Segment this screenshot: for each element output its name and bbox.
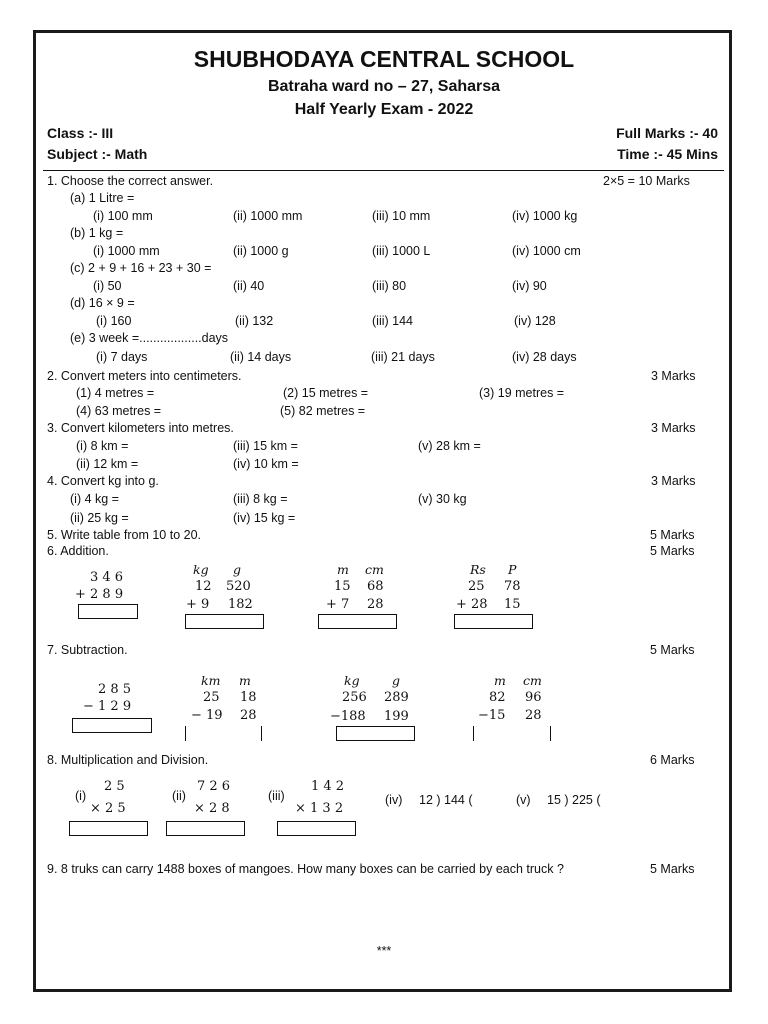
- q7-p2-r1a: 25: [203, 690, 220, 705]
- q6-p3-answer-box[interactable]: [318, 614, 397, 629]
- q1a-option-1: (i) 100 mm: [93, 209, 153, 223]
- q7-p1-answer-box[interactable]: [72, 718, 152, 733]
- q1d-option-3: (iii) 144: [372, 314, 413, 328]
- q1d-option-2: (ii) 132: [235, 314, 274, 328]
- q7-p2-answer-left: [185, 726, 186, 741]
- q8-i-label: (i): [75, 789, 87, 803]
- q6-p2-unit-1: kg: [193, 562, 209, 577]
- q6-p3-r2b: 28: [367, 597, 384, 612]
- school-address: Batraha ward no – 27, Saharsa: [267, 78, 501, 95]
- q4-item-1: (i) 4 kg =: [70, 492, 119, 506]
- q2-item-3: (3) 19 metres =: [479, 386, 565, 400]
- q6-p2-r1a: 12: [195, 579, 212, 594]
- q2-item-1: (1) 4 metres =: [76, 386, 155, 400]
- page-end-marker: ***: [376, 944, 392, 958]
- q8-marks: 6 Marks: [650, 753, 695, 767]
- q7-p2-r2a: − 19: [191, 708, 223, 723]
- q6-p1-answer-box[interactable]: [78, 604, 138, 619]
- q8-ii-answer-box[interactable]: [166, 821, 245, 836]
- q8-i-top: 2 5: [104, 779, 125, 794]
- q7-p3-r1b: 289: [384, 690, 409, 705]
- q7-p3-answer-box[interactable]: [336, 726, 415, 741]
- q1c-option-2: (ii) 40: [233, 279, 265, 293]
- q7-p1-top: 2 8 5: [98, 682, 132, 697]
- q6-p3-r1b: 68: [367, 579, 384, 594]
- q3-item-5: (v) 28 km =: [418, 439, 481, 453]
- q8-i-bottom: × 2 5: [90, 801, 126, 816]
- q6-p3-unit-1: m: [337, 562, 349, 577]
- q7-p2-r2b: 28: [240, 708, 257, 723]
- q4-item-3: (iii) 8 kg =: [233, 492, 288, 506]
- q1b-option-2: (ii) 1000 g: [233, 244, 289, 258]
- q8-iii-top: 1 4 2: [311, 779, 345, 794]
- q6-p4-unit-1: Rs: [470, 562, 486, 577]
- q6-p1-bottom: + 2 8 9: [75, 587, 124, 602]
- q6-p3-r2a: + 7: [326, 597, 350, 612]
- time-limit: Time :- 45 Mins: [617, 146, 718, 162]
- q1e-option-4: (iv) 28 days: [512, 350, 577, 364]
- q8-iii-bottom: × 1 3 2: [295, 801, 344, 816]
- q7-p4-r2b: 28: [525, 708, 542, 723]
- q7-title: 7. Subtraction.: [47, 643, 128, 657]
- class-label: Class :- III: [47, 125, 114, 141]
- q1c-option-3: (iii) 80: [372, 279, 407, 293]
- q8-iv-label: (iv): [385, 793, 403, 807]
- q1b-option-3: (iii) 1000 L: [372, 244, 431, 258]
- q2-item-5: (5) 82 metres =: [280, 404, 366, 418]
- q1d-option-1: (i) 160: [96, 314, 132, 328]
- q1a-option-2: (ii) 1000 mm: [233, 209, 303, 223]
- q7-p3-r2a: −188: [330, 709, 366, 724]
- q6-p4-answer-box[interactable]: [454, 614, 533, 629]
- q1e-question: (e) 3 week =..................days: [70, 331, 229, 345]
- q1c-option-1: (i) 50: [93, 279, 122, 293]
- q9-title: 9. 8 truks can carry 1488 boxes of mangoes. How many boxes can be carried by each truck ?: [47, 862, 564, 876]
- q1c-question: (c) 2 + 9 + 16 + 23 + 30 =: [70, 261, 212, 275]
- q7-p2-answer-right: [261, 726, 262, 741]
- full-marks: Full Marks :- 40: [616, 125, 718, 141]
- q3-marks: 3 Marks: [651, 421, 696, 435]
- q7-p2-unit-2: m: [239, 673, 251, 688]
- q6-p3-r1a: 15: [334, 579, 351, 594]
- q1-marks: 2×5 = 10 Marks: [603, 174, 690, 188]
- q7-p1-bottom: − 1 2 9: [83, 699, 132, 714]
- q6-p3-unit-2: cm: [365, 562, 384, 577]
- q7-p2-unit-1: km: [201, 673, 221, 688]
- q7-p4-unit-1: m: [494, 673, 506, 688]
- q8-iii-label: (iii): [268, 789, 285, 803]
- q3-item-2: (ii) 12 km =: [76, 457, 139, 471]
- subject-label: Subject :- Math: [47, 146, 148, 162]
- exam-title: Half Yearly Exam - 2022: [294, 101, 474, 118]
- q6-p4-r1b: 78: [504, 579, 521, 594]
- q1c-option-4: (iv) 90: [512, 279, 547, 293]
- q1b-option-1: (i) 1000 mm: [93, 244, 160, 258]
- q7-p3-r1a: 256: [342, 690, 367, 705]
- q6-p2-r1b: 520: [226, 579, 251, 594]
- q7-p4-r2a: −15: [478, 708, 506, 723]
- q2-title: 2. Convert meters into centimeters.: [47, 369, 242, 383]
- q7-p4-answer-right: [550, 726, 551, 741]
- q7-p3-unit-1: kg: [344, 673, 360, 688]
- q8-ii-top: 7 2 6: [197, 779, 231, 794]
- q1b-question: (b) 1 kg =: [70, 226, 124, 240]
- q8-title: 8. Multiplication and Division.: [47, 753, 209, 767]
- q6-title: 6. Addition.: [47, 544, 109, 558]
- school-name: SHUBHODAYA CENTRAL SCHOOL: [193, 46, 575, 72]
- q7-p2-r1b: 18: [240, 690, 257, 705]
- q1a-option-3: (iii) 10 mm: [372, 209, 431, 223]
- q6-p4-r1a: 25: [468, 579, 485, 594]
- q6-p4-r2b: 15: [504, 597, 521, 612]
- q6-p1-top: 3 4 6: [90, 570, 124, 585]
- q7-p3-unit-2: g: [392, 673, 401, 688]
- q7-p4-r1b: 96: [525, 690, 542, 705]
- q5-marks: 5 Marks: [650, 528, 695, 542]
- q4-title: 4. Convert kg into g.: [47, 474, 159, 488]
- q8-v-expression: 15 ) 225 (: [547, 793, 601, 807]
- q2-marks: 3 Marks: [651, 369, 696, 383]
- q6-p2-answer-box[interactable]: [185, 614, 264, 629]
- q7-p4-answer-left: [473, 726, 474, 741]
- q4-item-2: (ii) 25 kg =: [70, 511, 129, 525]
- q4-item-4: (iv) 15 kg =: [233, 511, 296, 525]
- q7-marks: 5 Marks: [650, 643, 695, 657]
- q4-item-5: (v) 30 kg: [418, 492, 467, 506]
- q1b-option-4: (iv) 1000 cm: [512, 244, 581, 258]
- q1d-question: (d) 16 × 9 =: [70, 296, 135, 310]
- q8-iv-expression: 12 ) 144 (: [419, 793, 473, 807]
- q7-p3-r2b: 199: [384, 709, 409, 724]
- q6-p2-r2a: + 9: [186, 597, 210, 612]
- q1e-option-1: (i) 7 days: [96, 350, 148, 364]
- q6-p4-r2a: + 28: [456, 597, 488, 612]
- q6-p4-unit-2: P: [508, 562, 517, 577]
- q6-marks: 5 Marks: [650, 544, 695, 558]
- q6-p2-unit-2: g: [233, 562, 242, 577]
- q1a-question: (a) 1 Litre =: [70, 191, 135, 205]
- q9-marks: 5 Marks: [650, 862, 695, 876]
- q8-i-answer-box[interactable]: [69, 821, 148, 836]
- q5-title: 5. Write table from 10 to 20.: [47, 528, 202, 542]
- q8-iii-answer-box[interactable]: [277, 821, 356, 836]
- q8-v-label: (v): [516, 793, 531, 807]
- q8-ii-bottom: × 2 8: [194, 801, 230, 816]
- q1e-option-2: (ii) 14 days: [230, 350, 292, 364]
- q3-item-3: (iii) 15 km =: [233, 439, 298, 453]
- header-divider: [43, 170, 724, 171]
- q6-p2-r2b: 182: [228, 597, 253, 612]
- q4-marks: 3 Marks: [651, 474, 696, 488]
- q1a-option-4: (iv) 1000 kg: [512, 209, 578, 223]
- q3-title: 3. Convert kilometers into metres.: [47, 421, 234, 435]
- q2-item-2: (2) 15 metres =: [283, 386, 369, 400]
- q1d-option-4: (iv) 128: [514, 314, 556, 328]
- q1-title: 1. Choose the correct answer.: [47, 174, 214, 188]
- q3-item-4: (iv) 10 km =: [233, 457, 299, 471]
- q3-item-1: (i) 8 km =: [76, 439, 129, 453]
- q8-ii-label: (ii): [172, 789, 186, 803]
- q7-p4-unit-2: cm: [523, 673, 542, 688]
- q1e-option-3: (iii) 21 days: [371, 350, 435, 364]
- q2-item-4: (4) 63 metres =: [76, 404, 162, 418]
- q7-p4-r1a: 82: [489, 690, 506, 705]
